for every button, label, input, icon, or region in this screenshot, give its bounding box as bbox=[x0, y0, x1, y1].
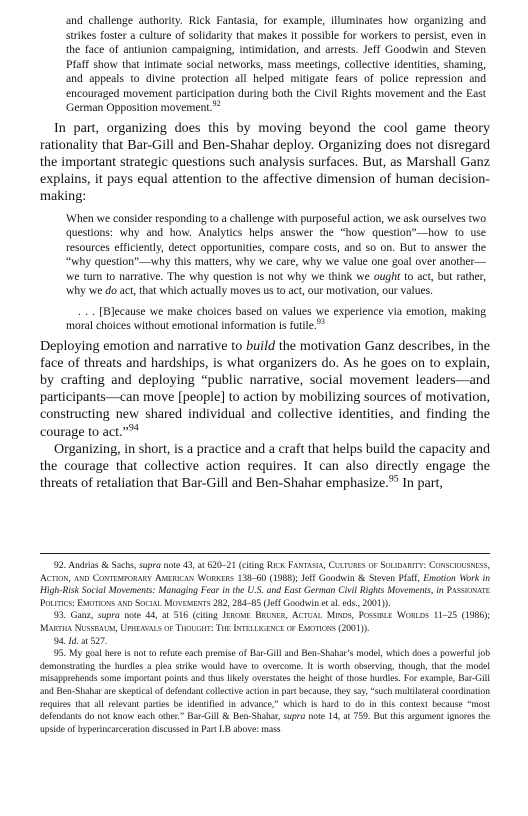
quote-text: act, that which actually moves us to act, our motivation, our values. bbox=[116, 284, 434, 298]
quote-text: When we consider responding to a challenge with purposeful action, we ask ourselves two questions: why and how. Analytics helps answer the “how question”—how to use resources efficiently, detect opportunities, compare costs, and so on. But to answer the “why question”—why this matters, why we care, why we value one goal over another—we turn to narrative. The why question is not why we think we bbox=[66, 211, 486, 283]
block-quote-fantasia bbox=[66, 14, 486, 116]
footnote-text: 93. Ganz, bbox=[54, 610, 98, 622]
footnote-text: 11–25 (1986); bbox=[428, 610, 490, 622]
footnote-93 bbox=[40, 610, 490, 635]
paragraph-text: Deploying emotion and narrative to bbox=[40, 337, 247, 354]
quote-text: to act, but rather, why we bbox=[66, 269, 486, 298]
quote-text: and challenge authority. Rick Fantasia, for example, illuminates how organizing and strikes foster a culture of solidarity that makes it possible for workers to persist, even in the face of antiunion campaigning, intimidation, and arrests. Jeff Goodwin and Steven Pfaff show that intimate social networks, mass meetings, collective identities, shaming, and appeals to divine protection all helped mitigate fears of police repression and encouraged movement participation during both the Civil Rights movement and the East German Opposition movement. bbox=[66, 14, 486, 114]
emphasis-do: do bbox=[105, 284, 117, 298]
footnote-italic: supra bbox=[139, 560, 161, 571]
footnote-smallcaps: Rick Fantasia, Cultures of Solidarity: Consciousness, Action, and Contemporary American Workers bbox=[40, 560, 490, 584]
block-quote-ganz-continued bbox=[66, 305, 486, 334]
footnote-text: 92. Andrias & Sachs, bbox=[54, 560, 140, 571]
footnote-text: 95. My goal here is not to refute each premise of Bar-Gill and Ben-Shahar’s model, which does a powerful job demonstrating the hurdles a plea strike would have to overcome. It is worth observing, though, that the model misapprehends some important points and thus likely overstates the height of those hurdles. For example, Bar-Gill and Ben-Shahar are skeptical of defendant collective action in part because, they say, “such multilateral coordination requires that all relevant parties be identified in advance,” which is hard to do in this context because “most defendants do not know each other.” Bar-Gill & Ben-Shahar, bbox=[40, 648, 490, 723]
paragraph-organizing-in-short bbox=[40, 441, 490, 493]
footnote-smallcaps: Passionate Politics: Emotions and Social Movements bbox=[40, 585, 491, 609]
page-body bbox=[40, 14, 490, 492]
block-quote-paragraph bbox=[66, 212, 486, 299]
emphasis-ought: ought bbox=[373, 269, 401, 283]
footnote-94 bbox=[40, 636, 490, 649]
paragraph-organizing-rationality bbox=[40, 120, 490, 206]
block-quote-paragraph bbox=[66, 305, 486, 334]
footnote-ref-95[interactable]: 95 bbox=[388, 473, 399, 485]
block-quote-paragraph bbox=[66, 14, 486, 116]
footnote-italic: Emotion Work in High-Risk Social Movements: Managing Fear in the U.S. and East German Civil Rights Movements bbox=[40, 572, 491, 597]
footnote-italic: supra bbox=[283, 711, 306, 723]
quote-text: . . . [B]ecause we make choices based on values we experience via emotion, making moral choices without emotional information is futile. bbox=[66, 304, 486, 333]
footnote-text: (2001)). bbox=[335, 622, 370, 634]
footnote-text: , bbox=[430, 585, 437, 597]
emphasis-build: build bbox=[246, 337, 276, 354]
paragraph-text: the motivation Ganz describes, in the face of threats and hardships, is what organizers do. As he goes on to explain, by crafting and deploying “public narrative, social movement leaders—and participants—can move [people] to action by mobilizing sources of motivation, constructing new shared individual and collective identities, and finding the courage to act.” bbox=[40, 337, 490, 440]
footnote-text: note 43, at 620–21 (citing bbox=[160, 560, 267, 571]
footnote-text: 138–60 (1988); Jeff Goodwin & Steven Pfaff, bbox=[234, 572, 424, 584]
footnote-92 bbox=[40, 560, 490, 610]
footnote-separator bbox=[40, 553, 490, 554]
footnote-95 bbox=[40, 648, 490, 736]
paragraph-deploying-emotion bbox=[40, 338, 490, 441]
footnote-italic: Id. bbox=[68, 635, 79, 647]
footnote-italic: in bbox=[436, 585, 444, 597]
footnote-text: 94. bbox=[54, 635, 69, 647]
footnote-ref-92[interactable]: 92 bbox=[212, 99, 221, 109]
paragraph-text: In part, organizing does this by moving beyond the cool game theory rationality that Bar-Gill and Ben-Shahar deploy. Organizing does not disregard the important strategic questions such analysis surfaces. But, as Marshall Ganz explains, it pays equal attention to the affective dimension of human decision-making: bbox=[40, 119, 490, 205]
footnote-italic: supra bbox=[97, 610, 120, 622]
footnote-text: note 44, at 516 (citing bbox=[119, 610, 223, 622]
footnote-text: note 14, at 759. But this argument ignores the upside of hyperincarceration discussed in Part I.B above: mass bbox=[40, 711, 490, 735]
footnote-smallcaps: Martha Nussbaum, Upheavals of Thought: The Intelligence of Emotions bbox=[40, 622, 336, 634]
footnote-ref-93[interactable]: 93 bbox=[316, 317, 325, 327]
footnote-ref-94[interactable]: 94 bbox=[128, 421, 139, 433]
paragraph-text: Organizing, in short, is a practice and a craft that helps build the capacity and the courage that collective action requires. It can also directly engage the threats of retaliation that Bar-Gill and Ben-Shahar emphasize. bbox=[40, 440, 490, 492]
footnotes bbox=[40, 560, 490, 736]
block-quote-ganz bbox=[66, 212, 486, 299]
footnote-text: at 527. bbox=[78, 635, 108, 647]
paragraph-text: In part, bbox=[398, 475, 443, 492]
footnote-smallcaps: Jerome Bruner, Actual Minds, Possible Worlds bbox=[222, 610, 429, 622]
footnote-text: 282, 284–85 (Jeff Goodwin et al. eds., 2001)). bbox=[210, 597, 391, 609]
